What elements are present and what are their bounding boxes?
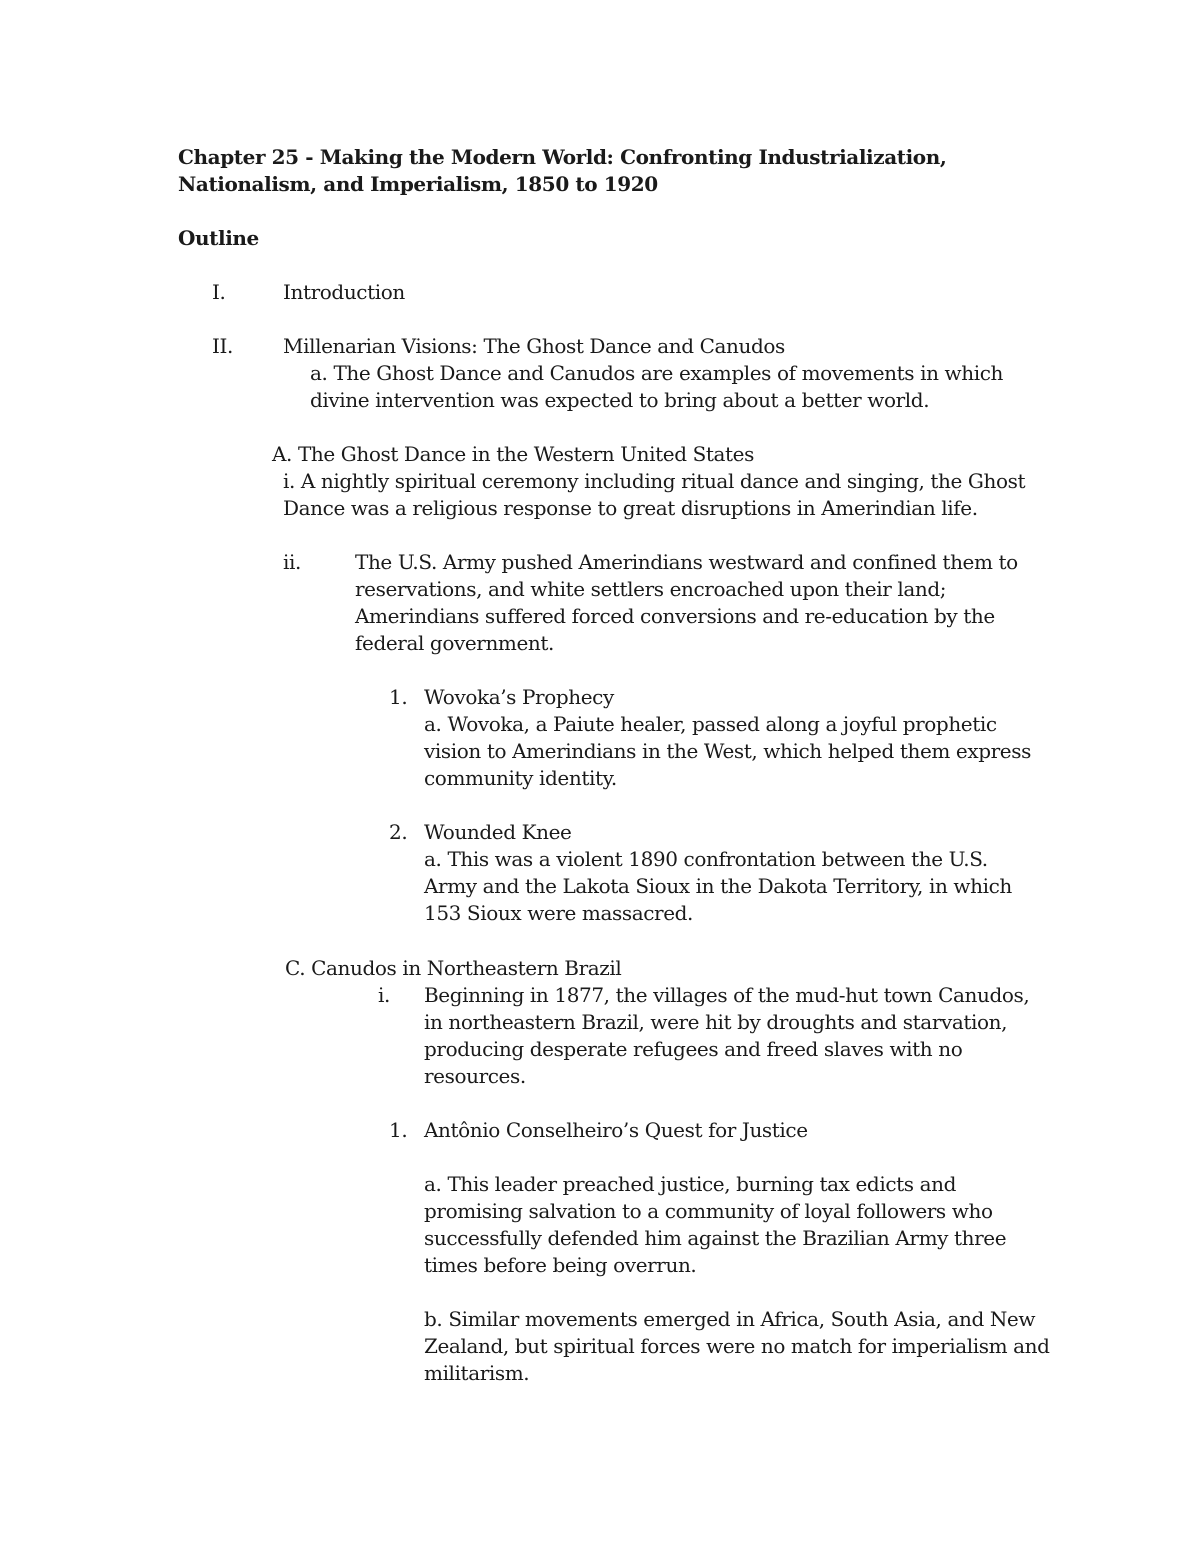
item-c1-a-line-1: a. This leader preached justice, burning tax edicts and: [424, 1172, 956, 1196]
item-1-line-2: vision to Amerindians in the West, which helped them express: [424, 739, 1031, 763]
subsection-c-point-i-marker: i.: [378, 983, 390, 1007]
item-c1-b-line-3: militarism.: [424, 1361, 530, 1385]
subsection-a-point-i-line-2: Dance was a religious response to great disruptions in Amerindian life.: [283, 496, 978, 520]
subsection-a-point-ii-line-3: Amerindians suffered forced conversions and re-education by the: [355, 604, 995, 628]
outline-heading: Outline: [178, 226, 259, 250]
section-1-marker: I.: [212, 280, 226, 304]
subsection-a-point-i-line-1: i. A nightly spiritual ceremony including ritual dance and singing, the Ghost: [283, 469, 1026, 493]
item-c1-b-line-1: b. Similar movements emerged in Africa, South Asia, and New: [424, 1307, 1036, 1331]
chapter-title-line-2: Nationalism, and Imperialism, 1850 to 1920: [178, 172, 658, 196]
subsection-a-point-ii-line-2: reservations, and white settlers encroached upon their land;: [355, 577, 947, 601]
subsection-a-point-ii-marker: ii.: [283, 550, 301, 574]
item-2-line-1: a. This was a violent 1890 confrontation between the U.S.: [424, 847, 988, 871]
section-2-label: Millenarian Visions: The Ghost Dance and Canudos: [283, 334, 785, 358]
item-1-line-1: a. Wovoka, a Paiute healer, passed along a joyful prophetic: [424, 712, 997, 736]
section-2-note-line-1: a. The Ghost Dance and Canudos are examples of movements in which: [310, 361, 1003, 385]
item-2-line-3: 153 Sioux were massacred.: [424, 901, 693, 925]
item-2-line-2: Army and the Lakota Sioux in the Dakota Territory, in which: [424, 874, 1012, 898]
section-2-note-line-2: divine intervention was expected to bring about a better world.: [310, 388, 930, 412]
item-c1-a-line-3: successfully defended him against the Brazilian Army three: [424, 1226, 1007, 1250]
item-c1-marker: 1.: [389, 1118, 408, 1142]
item-c1-title: Antônio Conselheiro’s Quest for Justice: [424, 1118, 808, 1142]
subsection-a-point-ii-line-4: federal government.: [355, 631, 555, 655]
item-2-marker: 2.: [389, 820, 408, 844]
subsection-c-point-i-line-4: resources.: [424, 1064, 526, 1088]
section-2-marker: II.: [212, 334, 233, 358]
chapter-title-line-1: Chapter 25 - Making the Modern World: Confronting Industrialization,: [178, 145, 947, 169]
subsection-a-heading: A. The Ghost Dance in the Western United States: [272, 442, 754, 466]
section-1-label: Introduction: [283, 280, 405, 304]
subsection-c-point-i-line-2: in northeastern Brazil, were hit by droughts and starvation,: [424, 1010, 1008, 1034]
item-c1-a-line-4: times before being overrun.: [424, 1253, 697, 1277]
item-c1-b-line-2: Zealand, but spiritual forces were no match for imperialism and: [424, 1334, 1050, 1358]
subsection-a-point-ii-line-1: The U.S. Army pushed Amerindians westward and confined them to: [355, 550, 1018, 574]
item-1-title: Wovoka’s Prophecy: [424, 685, 614, 709]
subsection-c-heading: C. Canudos in Northeastern Brazil: [285, 956, 622, 980]
item-1-line-3: community identity.: [424, 766, 617, 790]
subsection-c-point-i-line-1: Beginning in 1877, the villages of the mud-hut town Canudos,: [424, 983, 1030, 1007]
item-1-marker: 1.: [389, 685, 408, 709]
item-2-title: Wounded Knee: [424, 820, 572, 844]
subsection-c-point-i-line-3: producing desperate refugees and freed slaves with no: [424, 1037, 963, 1061]
item-c1-a-line-2: promising salvation to a community of loyal followers who: [424, 1199, 993, 1223]
